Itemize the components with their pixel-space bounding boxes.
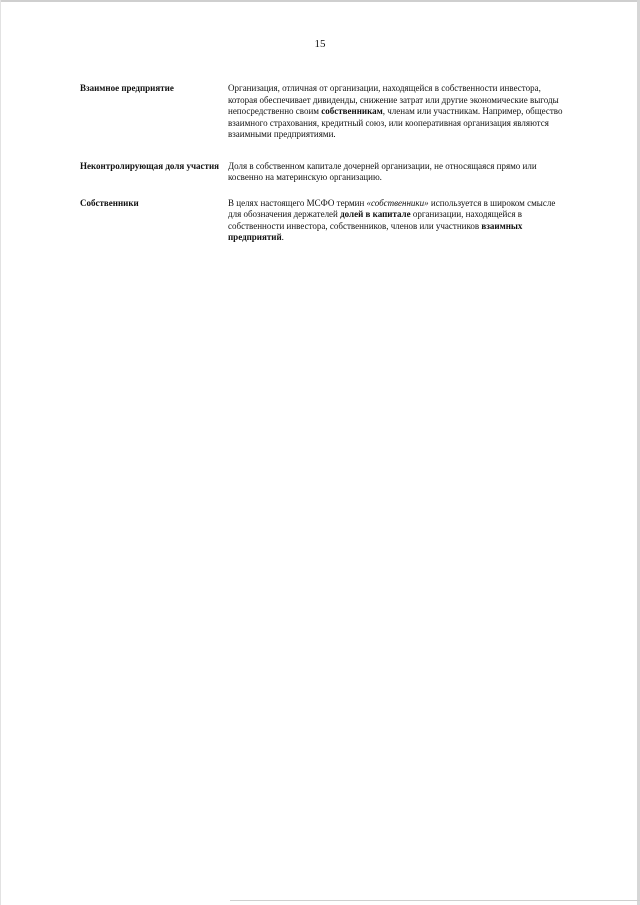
glossary-entry-mutual-entity bbox=[80, 83, 580, 141]
glossary-entry-non-controlling-interest bbox=[80, 161, 580, 184]
glossary-entry-owners bbox=[80, 198, 580, 244]
definition-text: . bbox=[281, 232, 284, 242]
definition-mutual-entity bbox=[228, 83, 568, 141]
definition-non-controlling-interest: Доля в собственном капитале дочерней организации, не относящаяся прямо или косвенно на материнскую организацию. bbox=[228, 160, 537, 182]
definition-owners bbox=[228, 198, 568, 244]
definition-text: , членам или участникам. Например, общество взаимного страхования, кредитный союз, или кооперативная организация являются взаимными предприятиями. bbox=[228, 106, 563, 139]
definition-bold-term: взаимных предприятий bbox=[228, 220, 523, 242]
scan-edge-bottom bbox=[230, 900, 640, 901]
definition-text: В целях настоящего МСФО термин bbox=[228, 197, 367, 208]
definition-text: используется в широком смысле для обозначения держателей bbox=[228, 197, 556, 219]
definition-bold-term: долей в капитале bbox=[340, 209, 411, 219]
definition-text: Организация, отличная от организации, находящейся в собственности инвестора, которая обеспечивает дивиденды, снижение затрат или другие экономические выгоды непосредственно своим bbox=[228, 83, 559, 116]
definition-bold-term: собственникам bbox=[321, 106, 383, 116]
page-number: 15 bbox=[314, 38, 326, 50]
term-owners: Собственники bbox=[80, 197, 139, 208]
term-non-controlling-interest: Неконтролирующая доля участия bbox=[80, 160, 220, 171]
definition-text: организации, находящейся в собственности инвестора, собственников, членов или участников bbox=[228, 209, 522, 231]
definition-italic-term: «собственники» bbox=[366, 197, 429, 208]
term-mutual-entity: Взаимное предприятие bbox=[80, 83, 174, 93]
glossary bbox=[80, 83, 580, 244]
scan-edge-left bbox=[0, 0, 1, 905]
scan-edge-top bbox=[0, 0, 640, 2]
